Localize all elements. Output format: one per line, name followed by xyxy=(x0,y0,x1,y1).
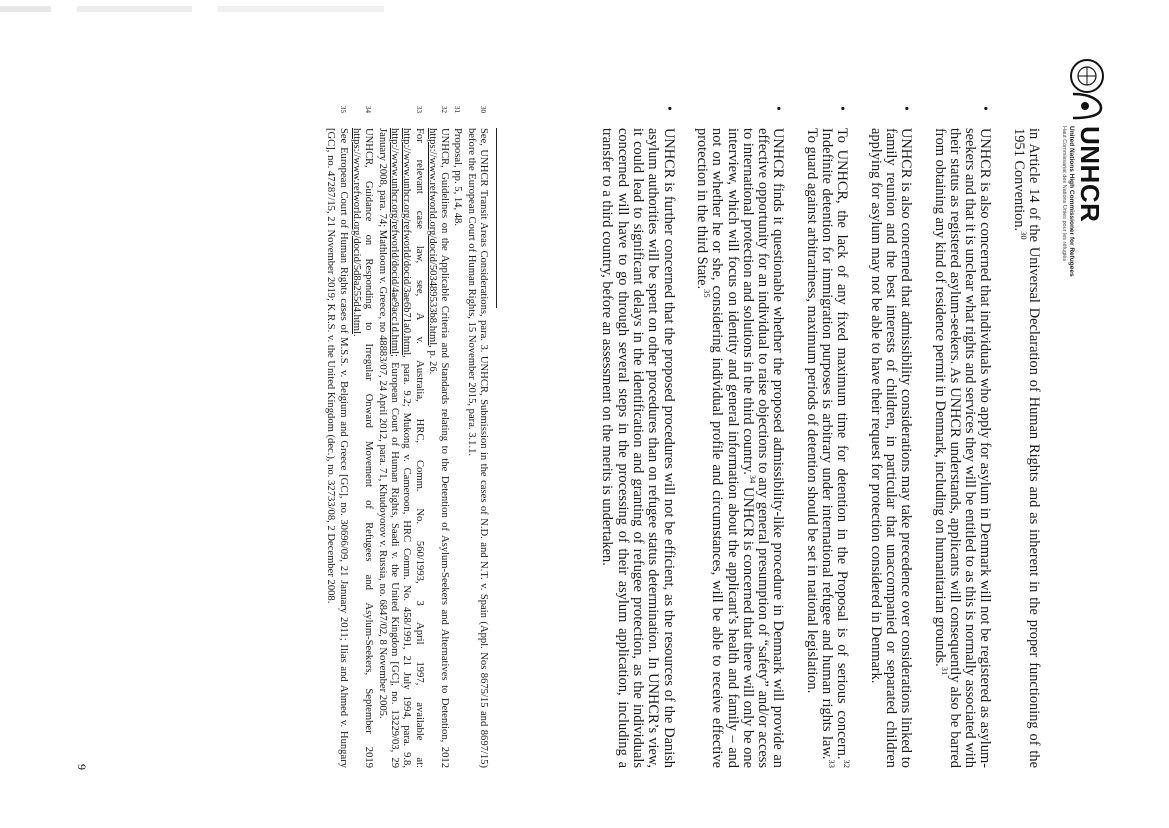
footnote: 30 See, UNHCR Transit Areas Considerations, para. 3. UNHCR, Submission in the cases of N.D. and N.T. v. Spain (Appl. Nos 8675/15 and 8697/15) before the European Court of Human Rights, 15 November 2015, para. 3.1.1. xyxy=(465,106,489,768)
footnote-ref: 32 xyxy=(842,759,853,768)
footnote-link[interactable]: https://www.refworld.org/docid/5d8a255d4.html xyxy=(351,128,363,334)
footnote-ref: 34 xyxy=(747,474,758,484)
intro-paragraph: in Article 14 of the Universal Declaration of Human Rights and as inherent in the proper functioning of the 1951 Convention.$^{30}$ xyxy=(1010,128,1042,768)
bullet-icon: • xyxy=(660,106,676,111)
footnote-ref: 30 xyxy=(1018,231,1029,240)
org-name-french: Haut Commissariat des Nations Unies pour les réfugiés xyxy=(1061,126,1067,262)
footnote: 33 For relevant case law, see, A v. Australia, HRC, Comm. No. 560/1993, 3 April 1997, available at: http://www.unhcr.org/refworld/docid/3ae6b71a0.html, para. 9.2; Mukong v. Cameroon, HRC Comm. No. 458/1991, 21 July 1994, para. 9.8, http://www.unhcr.org/refworld/docid/4ae9acc1d.html; European Court of Human Rights, Saadi v. the United Kingdom [GC], no. 13229/03, 29 January 2008, para. 74; Mathloom v. Greece, no 48883/07, 24 April 2012, para. 71, Khudoyorov v. Russia, no. 6847/02, 8 November 2005. xyxy=(376,106,425,768)
bullet-item: • UNHCR is further concerned that the proposed procedures will not be efficient, as the resources of the Danish asylum authorities will be spent on other procedures than on refugee status determination. In UNHCR’s view, it could lead to significant delays in the identification and granting of refugee protection, as the individuals concerned will have to go through several steps in the processing of their asylum application, including a transfer to a third country, before an assessment on the merits is undertaken. xyxy=(599,106,677,768)
bullet-icon: • xyxy=(898,106,914,111)
page-number: 9 xyxy=(75,764,89,770)
footnote-separator xyxy=(496,128,497,308)
footnote: 32 UNHCR, Guidelines on the Applicable Criteria and Standards relating to the Detention of Asylum-Seekers and Alternatives to Detention, 2012 https://www.refworld.org/docid/503489533b8.html, p. 26. xyxy=(426,106,451,768)
org-name: United Nations High Commissioner for Refugees xyxy=(1068,126,1075,277)
footnote-ref: 33 xyxy=(826,759,837,768)
footnote: 35 See European Court of Human Rights cases of M.S.S. v. Belgium and Greece [GC], no. 30696/09, 21 January 2011; Ilias and Ahmed v. Hungary [GC], no. 47287/15, 21 November 2019; K.R.S. v. the United Kingdom (dec.), no. 32733/08, 2 December 2008. xyxy=(325,106,349,768)
footnotes xyxy=(323,106,489,768)
bullet-item: • UNHCR is also concerned that individuals who apply for asylum in Denmark will not be registered as asylum-seekers and that it is unclear what rights and services they will be entitled to as this is normally associated with their status as registered asylum-seekers. As UNHCR understands, applicants will consequently also be barred from obtaining any kind of residence permit in Denmark, including on humanitarian grounds.$^{31}$ xyxy=(931,106,994,768)
footnote-link[interactable]: https://www.refworld.org/docid/503489533b8.html xyxy=(426,128,438,346)
footnote-ref: 35 xyxy=(701,289,712,298)
letterhead xyxy=(1037,58,1107,778)
footnote-ref: 31 xyxy=(939,666,950,676)
footnote: 34 UNHCR, Guidance on Responding to Irregular Onward Movement of Refugees and Asylum-Seekers, September 2019 https://www.refworld.org/docid/5d8a255d4.html. xyxy=(351,106,375,768)
bullet-item: • UNHCR is also concerned that admissibility considerations may take precedence over considerations linked to family reunion and the best interests of children, in particular that unaccompanied or separated children applying for asylum may not be able to have their request for protection considered in Denmark. xyxy=(867,106,915,768)
footnote-link[interactable]: http://www.unhcr.org/refworld/docid/4ae9acc1d.html xyxy=(388,128,400,354)
footnote-link[interactable]: http://www.unhcr.org/refworld/docid/3ae6b71a0.html xyxy=(401,128,413,356)
bullet-list xyxy=(599,106,994,769)
unhcr-logo-icon xyxy=(1067,58,1107,120)
bullet-item: • To UNHCR, the lack of any fixed maximum time for detention in the Proposal is of serious concern.$^{32}$ Indefinite detention for immigration purposes is arbitrary under international refugee and human rights law.$^{33}$ To guard against arbitrariness, maximum periods of detention should be set in national legislation. xyxy=(803,106,853,768)
bullet-icon: • xyxy=(834,106,850,111)
bullet-icon: • xyxy=(770,106,786,111)
bullet-item: • UNHCR finds it questionable whether the proposed admissibility-like procedure in Denmark will provide an effective opportunity for an individual to raise objections to any general presumption of “safety” and/or access to international protection and solutions in the third country.$^{34}$ UNHCR is concerned that there will only be one interview, which will focus on identity and general information about the applicant’s health and family – and not on whether he or she, considering individual profile and circumstances, will be able to receive effective protection in the third State.$^{35}$ xyxy=(693,106,787,769)
footnote: 31 Proposal, pp. 5, 14, 48. xyxy=(452,106,464,226)
main-text xyxy=(581,106,1042,769)
brand-name: UNHCR xyxy=(1075,126,1105,223)
bullet-icon: • xyxy=(977,106,993,111)
